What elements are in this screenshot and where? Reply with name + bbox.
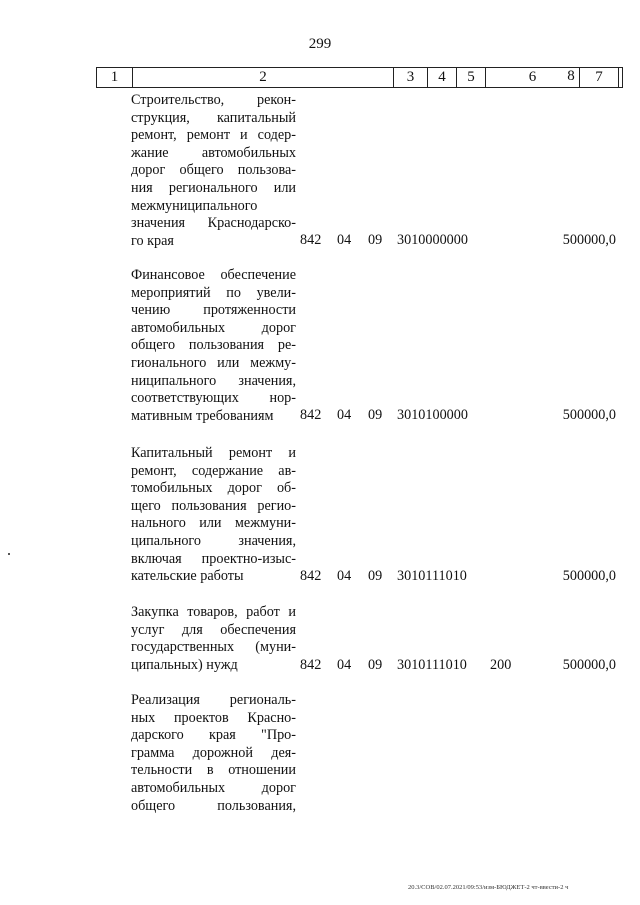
desc-line: ремонт, содержание ав-: [131, 462, 296, 479]
cell-amount: 500000,0: [562, 657, 616, 673]
page-number: 299: [308, 36, 332, 52]
row-description: [131, 604, 296, 674]
cell-target-article: 3010111010: [397, 568, 467, 584]
desc-line: ния регионального или: [131, 179, 296, 196]
desc-line: грамма дорожной дея-: [131, 744, 296, 761]
desc-line: включая проектно-изыс-: [131, 550, 296, 567]
desc-line: го края: [131, 232, 174, 249]
header-col-5: 5: [457, 68, 486, 87]
cell-ministry-code: 842: [300, 407, 322, 423]
desc-line: томобильных дорог об-: [131, 480, 296, 497]
desc-line: государственных (муни-: [131, 639, 296, 656]
desc-line: ципальных) нужд: [131, 656, 238, 673]
cell-amount: 500000,0: [562, 568, 616, 584]
desc-line: мативным требованиям: [131, 407, 274, 424]
desc-line: ных проектов Красно-: [131, 709, 296, 726]
desc-line: ниципального значения,: [131, 372, 296, 389]
cell-subsection: 09: [368, 232, 383, 248]
desc-line: тельности в отношении: [131, 762, 296, 779]
desc-line: кательские работы: [131, 568, 244, 585]
table-row: [0, 692, 640, 818]
cell-ministry-code: 842: [300, 232, 322, 248]
cell-ministry-code: 842: [300, 657, 322, 673]
cell-subsection: 09: [368, 407, 383, 423]
desc-line: Реализация региональ-: [131, 692, 296, 708]
desc-line: услуг для обеспечения: [131, 621, 296, 638]
cell-ministry-code: 842: [300, 568, 322, 584]
table-row: [0, 604, 640, 676]
cell-expense-type: 200: [490, 657, 512, 673]
desc-line: щего пользования регио-: [131, 497, 296, 514]
row-description: [131, 92, 296, 250]
cell-amount: 500000,0: [562, 232, 616, 248]
cell-subsection: 09: [368, 657, 383, 673]
table-row: [0, 92, 640, 252]
desc-line: соответствующих нор-: [131, 390, 296, 407]
row-description: [131, 267, 296, 425]
cell-target-article: 3010111010: [397, 657, 467, 673]
desc-line: общего пользования,: [131, 797, 296, 814]
desc-line: межмуниципального: [131, 197, 258, 214]
row-description: [131, 692, 296, 815]
desc-line: Закупка товаров, работ и: [131, 604, 296, 620]
desc-line: Финансовое обеспечение: [131, 267, 296, 283]
header-col-2: 2: [133, 68, 394, 87]
cell-subsection: 09: [368, 568, 383, 584]
row-description: [131, 445, 296, 586]
cell-section: 04: [337, 657, 352, 673]
desc-line: гионального или межму-: [131, 354, 296, 371]
table-row: [0, 445, 640, 587]
header-col-8: 8: [567, 68, 575, 84]
desc-line: Строительство, рекон-: [131, 92, 296, 108]
desc-line: струкция, капитальный: [131, 109, 296, 126]
desc-line: общего пользования ре-: [131, 337, 296, 354]
header-col-6: 6: [486, 68, 580, 87]
desc-line: нального или межмуни-: [131, 515, 296, 532]
table-row: [0, 267, 640, 427]
desc-line: жание автомобильных: [131, 144, 296, 161]
desc-line: ципального значения,: [131, 532, 296, 549]
header-col-4: 4: [428, 68, 457, 87]
desc-line: Капитальный ремонт и: [131, 445, 296, 461]
desc-line: дорог общего пользова-: [131, 162, 296, 179]
document-footer-stamp: 20.3/СОВ/02.07.2021/09:53/изм-БЮДЖЕТ-2 чт-ввести-2 ч: [408, 884, 569, 891]
header-col-3: 3: [394, 68, 428, 87]
header-col-7: 7: [580, 68, 619, 87]
cell-section: 04: [337, 407, 352, 423]
desc-line: значения Краснодарско-: [131, 215, 296, 232]
cell-target-article: 3010100000: [397, 407, 468, 423]
header-col-1: 1: [97, 68, 133, 87]
desc-line: ремонт, ремонт и содер-: [131, 127, 296, 144]
cell-target-article: 3010000000: [397, 232, 468, 248]
cell-section: 04: [337, 568, 352, 584]
margin-mark: [8, 553, 10, 555]
desc-line: мероприятий по увели-: [131, 284, 296, 301]
desc-line: дарского края "Про-: [131, 727, 296, 744]
cell-amount: 500000,0: [562, 407, 616, 423]
desc-line: автомобильных дорог: [131, 319, 296, 336]
desc-line: автомобильных дорог: [131, 779, 296, 796]
desc-line: чению протяженности: [131, 302, 296, 319]
cell-section: 04: [337, 232, 352, 248]
